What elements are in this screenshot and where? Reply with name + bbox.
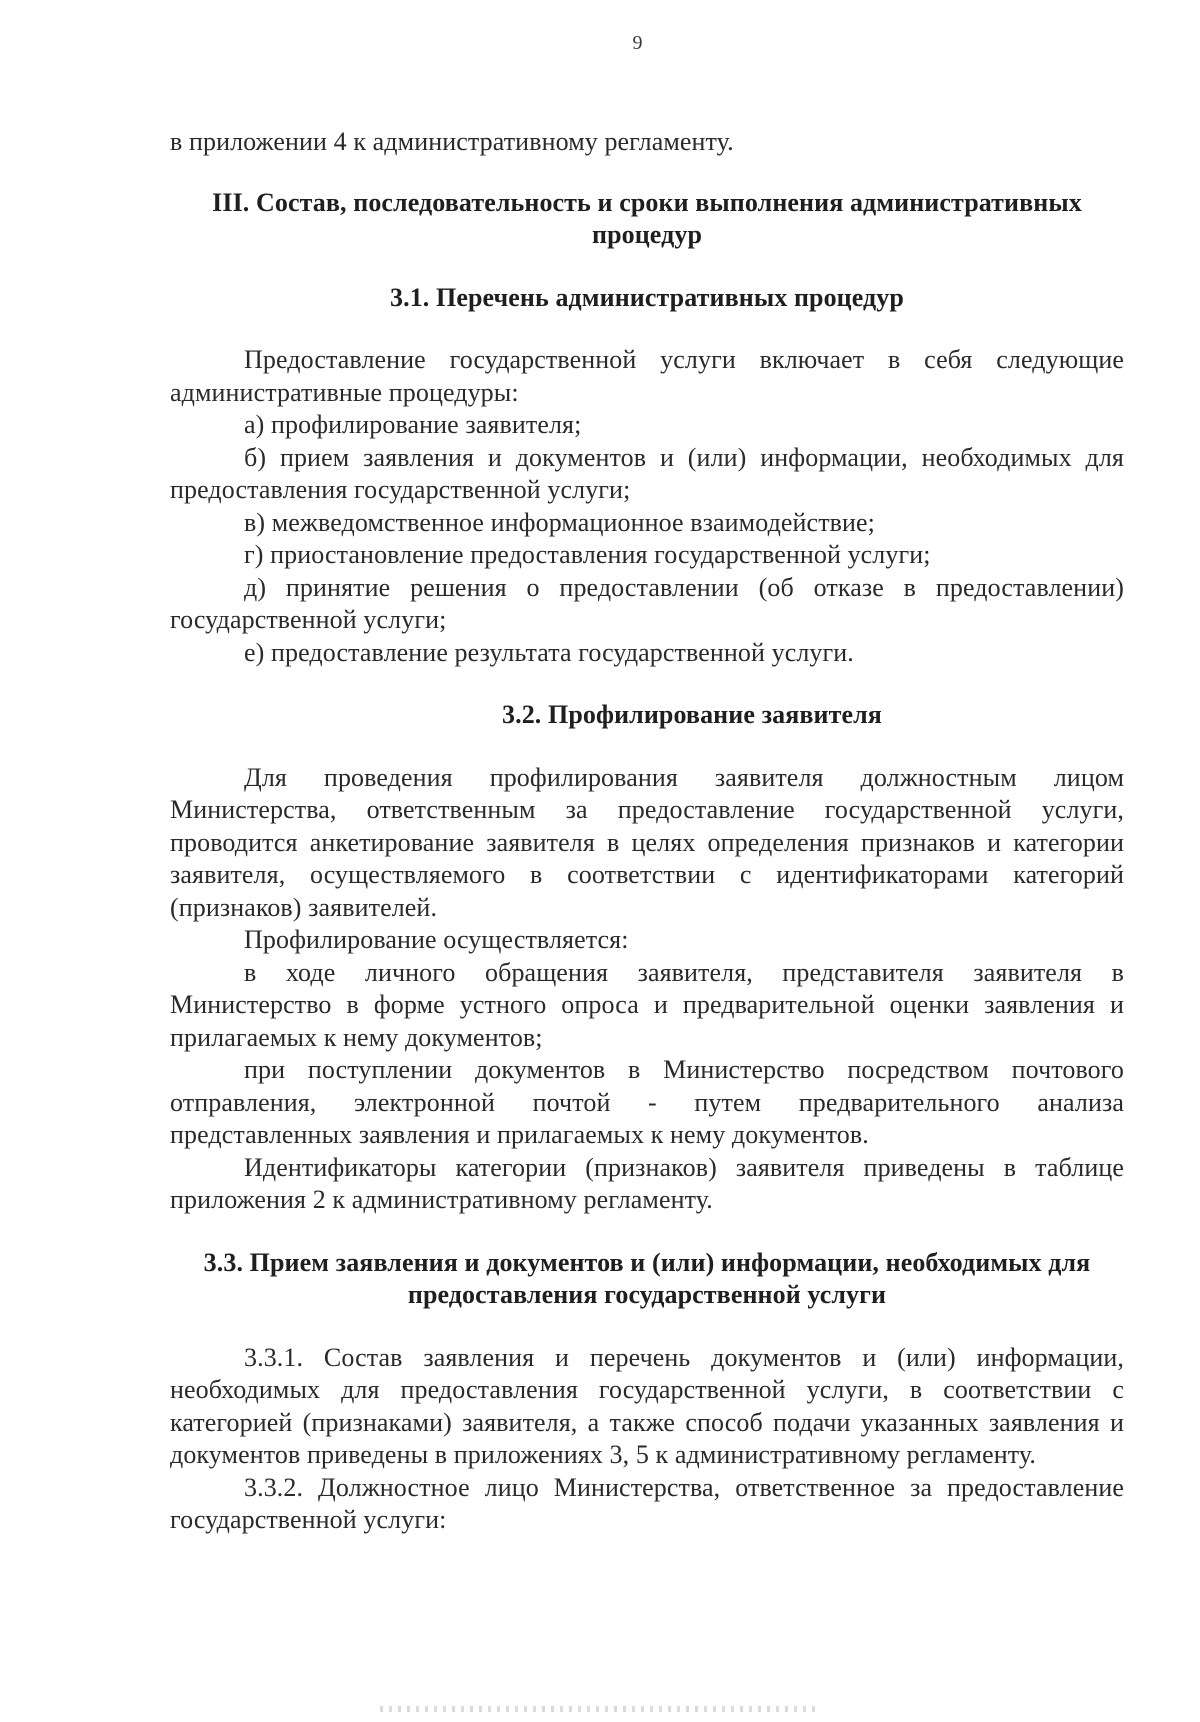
s32-paragraph-2: Профилирование осуществляется: (244, 925, 629, 954)
s33-paragraph-1: 3.3.1. Состав заявления и перечень документов и (или) информации, необходимых для предоставления государственной услуги, в соответствии с категорией (признаками) заявителя, а также способ подачи указанных заявления и документов приведены в приложениях 3, 5 к административному регламенту. (170, 1342, 1124, 1469)
page-content (170, 126, 1124, 1537)
scan-artifact (380, 1706, 820, 1712)
procedure-item-e: е) предоставление результата государственной услуги. (244, 637, 854, 667)
procedure-item-a: а) профилирование заявителя; (244, 410, 582, 439)
procedure-item-d: д) принятие решения о предоставлении (об отказе в предоставлении) государственной услуги; (170, 572, 1124, 634)
subsection-3-1-heading: 3.1. Перечень административных процедур (390, 282, 904, 312)
continuation-line: в приложении 4 к административному регламенту. (170, 127, 734, 156)
s32-paragraph-5: Идентификаторы категории (признаков) заявителя приведены в таблице приложения 2 к административному регламенту. (170, 1152, 1124, 1214)
s32-paragraph-1: Для проведения профилирования заявителя должностным лицом Министерства, ответственным за предоставление государственной услуги, проводится анкетирование заявителя в целях определения признаков и категории заявителя, осуществляемого в соответствии с идентификаторами категорий (признаков) заявителей. (170, 762, 1124, 922)
procedure-item-v: в) межведомственное информационное взаимодействие; (244, 507, 876, 537)
s33-paragraph-2: 3.3.2. Должностное лицо Министерства, ответственное за предоставление государственной услуги: (170, 1472, 1124, 1534)
section-3-heading: III. Состав, последовательность и сроки выполнения административных процедур (212, 187, 1082, 249)
procedure-item-b: б) прием заявления и документов и (или) информации, необходимых для предоставления государственной услуги; (170, 442, 1124, 504)
s32-paragraph-3: в ходе личного обращения заявителя, представителя заявителя в Министерство в форме устного опроса и предварительной оценки заявления и прилагаемых к нему документов; (170, 957, 1124, 1052)
subsection-3-3-heading: 3.3. Прием заявления и документов и (или) информации, необходимых для предоставления государственной услуги (203, 1247, 1091, 1309)
subsection-3-2-heading: 3.2. Профилирование заявителя (502, 700, 882, 729)
s32-paragraph-4: при поступлении документов в Министерство посредством почтового отправления, электронной почтой - путем предварительного анализа представленных заявления и прилагаемых к нему документов. (170, 1055, 1124, 1149)
page-number: 9 (632, 32, 643, 54)
s31-intro-paragraph: Предоставление государственной услуги включает в себя следующие административные процедуры: (170, 345, 1124, 407)
procedure-item-g: г) приостановление предоставления государственной услуги; (244, 540, 931, 569)
